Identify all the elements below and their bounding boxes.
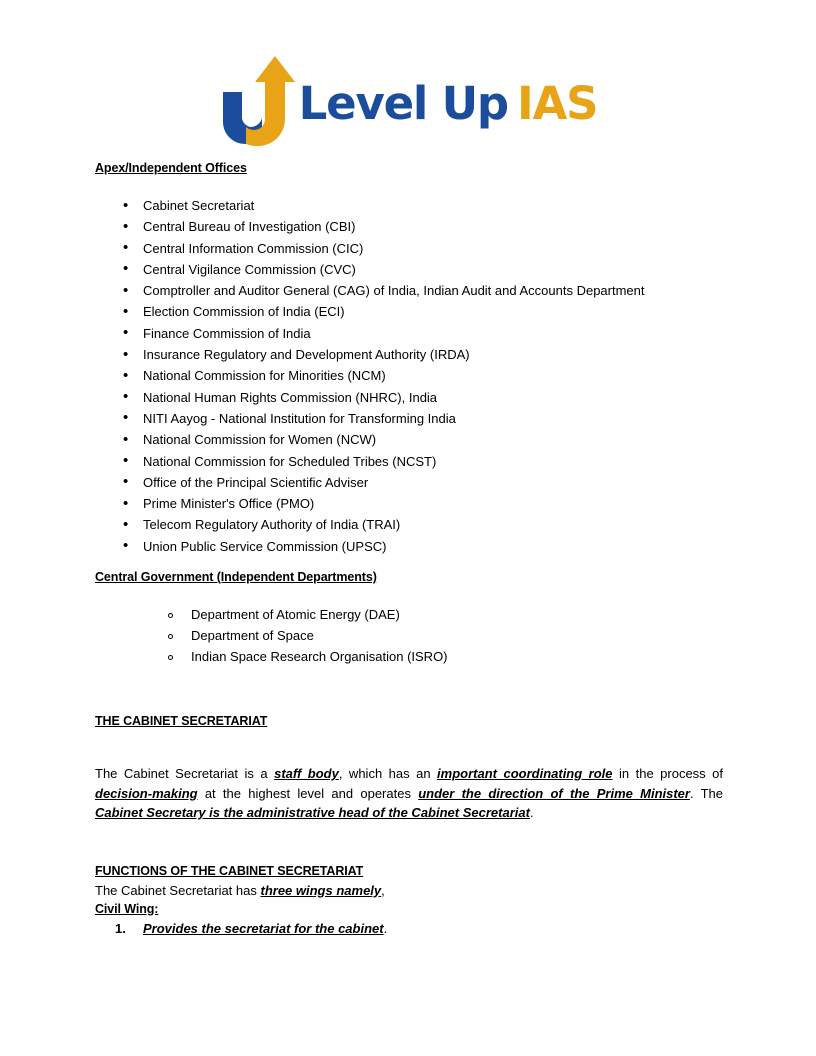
list-item: Department of Atomic Energy (DAE) [95, 604, 723, 625]
emphasis-three-wings: three wings namely [260, 882, 382, 898]
list-item: • Telecom Regulatory Authority of India (TRAI) [95, 514, 723, 535]
functions-intro-line [95, 880, 723, 901]
list-item: • Central Bureau of Investigation (CBI) [95, 216, 723, 237]
paragraph-text: , which has an [338, 766, 438, 782]
list-item-emphasis: Provides the secretariat for the cabinet [143, 920, 384, 936]
emphasis-direction-of-pm: under the direction of the Prime Minister [418, 785, 690, 801]
paragraph-text: at the highest level and operates [197, 785, 419, 801]
paragraph-text: . [529, 805, 534, 821]
list-item: • Election Commission of India (ECI) [95, 301, 723, 322]
list-item [95, 918, 723, 939]
list-item: • National Commission for Minorities (NCM) [95, 365, 723, 386]
brand-logo [0, 50, 816, 146]
list-item: • National Human Rights Commission (NHRC), India [95, 387, 723, 408]
central-government-departments-list [95, 604, 723, 667]
civil-wing-functions-list [95, 918, 723, 939]
list-item: • Insurance Regulatory and Development Authority (IRDA) [95, 344, 723, 365]
emphasis-decision-making: decision-making [95, 785, 198, 801]
list-item: • Prime Minister's Office (PMO) [95, 493, 723, 514]
paragraph-text: The Cabinet Secretariat is a [95, 766, 275, 782]
apex-offices-list [95, 195, 723, 557]
list-item: • NITI Aayog - National Institution for Transforming India [95, 408, 723, 429]
document-content [95, 160, 723, 939]
heading-the-cabinet-secretariat: THE CABINET SECRETARIAT [95, 714, 268, 729]
cabinet-secretariat-paragraph [95, 764, 723, 823]
emphasis-staff-body: staff body [274, 766, 339, 782]
list-item: • Central Vigilance Commission (CVC) [95, 259, 723, 280]
list-item: • Central Information Commission (CIC) [95, 238, 723, 259]
list-item: • Cabinet Secretariat [95, 195, 723, 216]
functions-intro-tail: , [381, 882, 385, 898]
arrow-up-in-u-icon [219, 56, 295, 146]
emphasis-cabinet-secretary-head: Cabinet Secretary is the administrative head of the Cabinet Secretariat [95, 805, 530, 821]
list-item: Department of Space [95, 625, 723, 646]
list-item: • Finance Commission of India [95, 323, 723, 344]
heading-civil-wing: Civil Wing: [95, 901, 159, 916]
list-item-tail: . [383, 920, 388, 936]
list-item: • National Commission for Scheduled Tribes (NCST) [95, 451, 723, 472]
list-item: • Comptroller and Auditor General (CAG) of India, Indian Audit and Accounts Department [95, 280, 723, 301]
paragraph-text: . The [689, 785, 723, 801]
logo-wordmark-secondary: IAS [516, 77, 598, 130]
logo-wordmark-primary: Level Up [298, 77, 508, 130]
list-item: • Union Public Service Commission (UPSC) [95, 536, 723, 557]
emphasis-coordinating-role: important coordinating role [437, 766, 613, 782]
heading-functions-of-the-cabinet-secretariat: FUNCTIONS OF THE CABINET SECRETARIAT [95, 863, 364, 878]
list-item: Indian Space Research Organisation (ISRO) [95, 646, 723, 667]
paragraph-text: in the process of [612, 766, 723, 782]
functions-intro-text: The Cabinet Secretariat has [95, 882, 261, 898]
heading-apex-independent-offices: Apex/Independent Offices [95, 161, 247, 175]
list-item: • National Commission for Women (NCW) [95, 429, 723, 450]
heading-central-government: Central Government (Independent Departments) [95, 570, 377, 585]
list-item: • Office of the Principal Scientific Adviser [95, 472, 723, 493]
